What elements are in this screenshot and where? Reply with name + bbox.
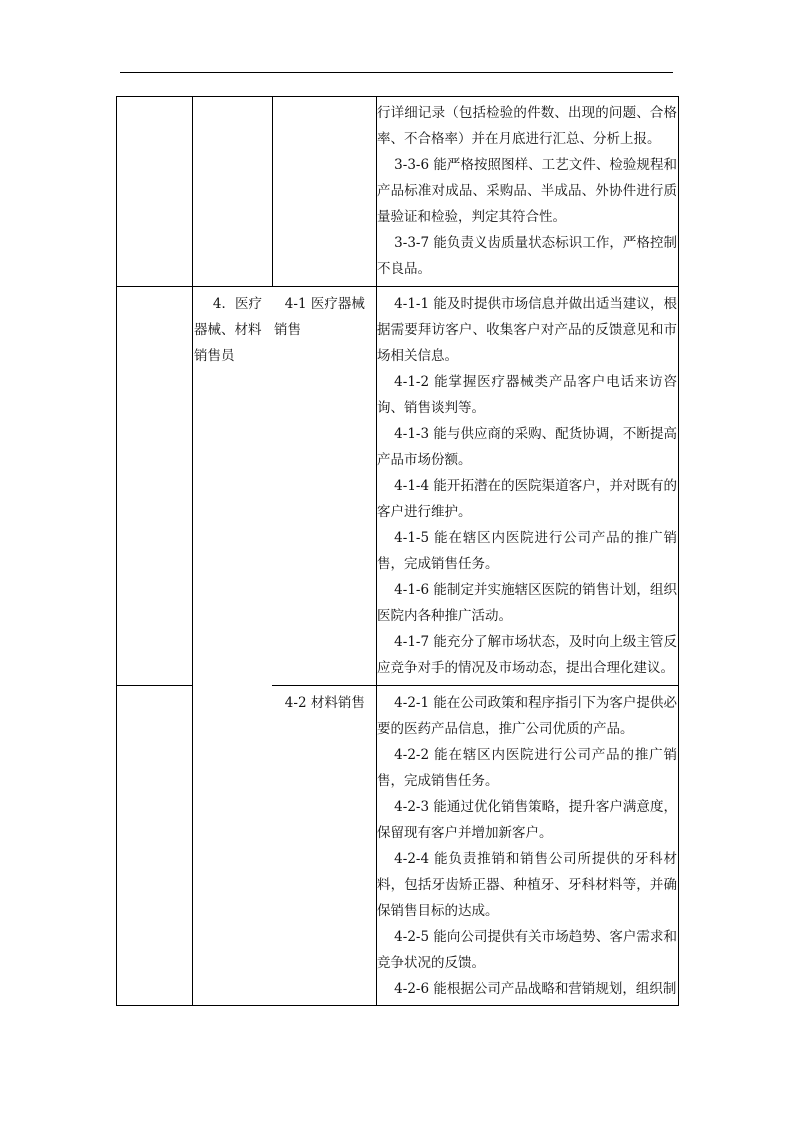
row1-para-2: 3-3-6 能严格按照图样、工艺文件、检验规程和产品标准对成品、采购品、半成品、外协件进行质量验证和检验，判定其符合性。: [377, 157, 677, 225]
row3-para-3: 4-2-3 能通过优化销售策略，提升客户满意度，保留现有客户并增加新客户。: [377, 799, 677, 841]
job-title: 4．医疗器械、材料销售员: [194, 296, 262, 364]
row3-para-2: 4-2-2 能在辖区内医院进行公司产品的推广销售，完成销售任务。: [377, 747, 677, 789]
col-divider-2: [272, 96, 273, 286]
row2-para-3: 4-1-3 能与供应商的采购、配货协调，不断提高产品市场份额。: [377, 426, 677, 468]
row-divider-1: [116, 286, 679, 287]
table-border-right: [678, 96, 679, 1006]
row2-col3-text: [274, 291, 376, 343]
sub-role-material-sales: 4-2 材料销售: [284, 695, 365, 711]
row3-col3-text: [274, 690, 376, 716]
row2-para-5: 4-1-5 能在辖区内医院进行公司产品的推广销售，完成销售任务。: [377, 530, 677, 572]
row1-para-3: 3-3-7 能负责义齿质量状态标识工作，严格控制不良品。: [377, 235, 677, 277]
table-border-left: [116, 96, 117, 1006]
header-rule: [120, 72, 673, 73]
row1-para-1: 行详细记录（包括检验的件数、出现的问题、合格率、不合格率）并在月底进行汇总、分析上报。: [377, 105, 677, 147]
table-border-bottom: [116, 1005, 679, 1006]
row2-col2-text: [194, 291, 272, 369]
row2-col4-text: [377, 291, 677, 681]
col-divider-1: [192, 96, 193, 1006]
row-divider-2-left: [116, 685, 193, 686]
row2-para-2: 4-1-2 能掌握医疗器械类产品客户电话来访咨询、销售谈判等。: [377, 374, 677, 416]
table-border-top: [116, 96, 679, 97]
row3-para-5: 4-2-5 能向公司提供有关市场趋势、客户需求和竞争状况的反馈。: [377, 929, 677, 971]
row3-col4-text: [377, 690, 677, 1002]
row3-para-1: 4-2-1 能在公司政策和程序指引下为客户提供必要的医药产品信息，推广公司优质的产品。: [377, 695, 677, 737]
sub-role-device-sales: 4-1 医疗器械销售: [274, 296, 365, 338]
row2-para-4: 4-1-4 能开拓潜在的医院渠道客户，并对既有的客户进行维护。: [377, 478, 677, 520]
row-divider-2-right: [272, 685, 679, 686]
row3-para-4: 4-2-4 能负责推销和销售公司所提供的牙科材料，包括牙齿矫正器、种植牙、牙科材料等，并确保销售目标的达成。: [377, 851, 677, 919]
row1-col4-text: [377, 100, 677, 282]
row2-para-6: 4-1-6 能制定并实施辖区医院的销售计划，组织医院内各种推广活动。: [377, 582, 677, 624]
row2-para-1: 4-1-1 能及时提供市场信息并做出适当建议，根据需要拜访客户、收集客户对产品的反馈意见和市场相关信息。: [377, 296, 677, 364]
row3-para-6: 4-2-6 能根据公司产品战略和营销规划，组织制: [394, 981, 677, 997]
row2-para-7: 4-1-7 能充分了解市场状态，及时向上级主管反应竞争对手的情况及市场动态，提出合理化建议。: [377, 634, 677, 676]
